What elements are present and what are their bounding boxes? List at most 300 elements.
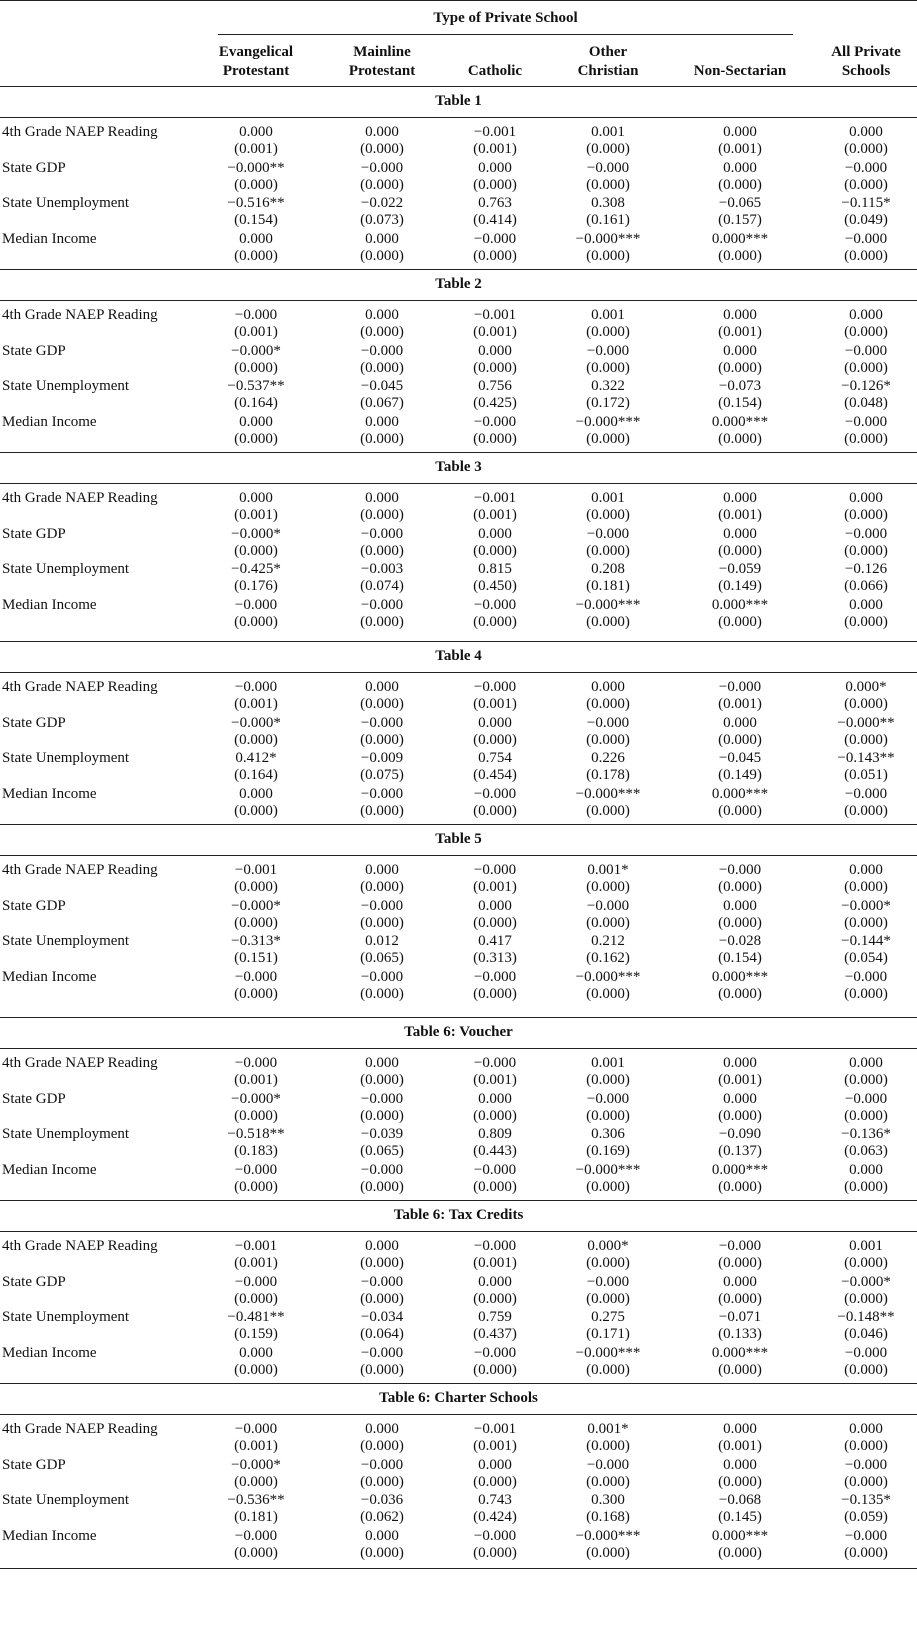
coefficient-cell: 0.000 [591,679,625,695]
section-title: Table 1 [435,93,482,109]
coefficient-cell: 0.743 [478,1492,512,1508]
standard-error-cell: (0.000) [234,1473,278,1490]
standard-error-cell: (0.000) [586,731,630,748]
coefficient-cell: −0.071 [718,1309,762,1325]
standard-error-cell: (0.000) [586,324,630,340]
row-label: State Unemployment [2,195,130,211]
standard-error-cell: (0.000) [473,359,517,376]
row-label: State GDP [2,714,66,731]
standard-error-cell: (0.000) [844,1544,888,1561]
standard-error-cell: (0.000) [234,1361,278,1378]
section-title: Table 3 [435,459,482,475]
standard-error-cell: (0.000) [473,176,517,193]
coefficient-cell: −0.000* [231,342,281,359]
standard-error-cell: (0.001) [234,507,278,523]
coefficient-cell: −0.000 [586,1273,630,1290]
coefficient-cell: 0.000*** [711,1161,769,1178]
coefficient-cell: 0.000 [365,1421,399,1437]
coefficient-cell: −0.000 [844,1344,888,1361]
standard-error-cell: (0.000) [473,1178,517,1195]
coefficient-cell: 0.000 [849,1421,883,1437]
standard-error-cell: (0.000) [360,1290,404,1307]
standard-error-cell: (0.000) [234,879,278,895]
coefficient-cell: 0.001 [591,307,625,323]
standard-error-cell: (0.154) [718,950,762,966]
coefficient-cell: 0.000 [723,525,757,542]
standard-error-cell: (0.000) [360,324,404,340]
row-label: Median Income [2,1527,97,1544]
standard-error-cell: (0.000) [234,1178,278,1195]
coefficient-cell: 0.000 [849,1055,883,1071]
standard-error-cell: (0.000) [718,1255,762,1271]
coefficient-cell: −0.000 [473,1161,517,1178]
coefficient-cell: 0.000 [365,862,399,878]
standard-error-cell: (0.162) [586,950,630,966]
standard-error-cell: (0.000) [234,802,278,819]
standard-error-cell: (0.176) [234,578,278,594]
standard-error-cell: (0.059) [844,1509,888,1525]
coefficient-cell: 0.000 [365,413,399,430]
column-header: Christian [577,63,639,79]
coefficient-cell: 0.000 [365,124,399,140]
section-title: Table 6: Voucher [404,1024,513,1040]
coefficient-cell: 0.000 [365,490,399,506]
standard-error-cell: (0.443) [473,1143,517,1159]
standard-error-cell: (0.450) [473,578,517,594]
standard-error-cell: (0.000) [844,359,888,376]
row-label: Median Income [2,1161,97,1178]
coefficient-cell: −0.000 [360,1344,404,1361]
standard-error-cell: (0.000) [234,542,278,559]
standard-error-cell: (0.000) [473,542,517,559]
coefficient-cell: −0.000 [360,897,404,914]
coefficient-cell: −0.001 [473,124,517,140]
standard-error-cell: (0.000) [473,1473,517,1490]
row-label: Median Income [2,1344,97,1361]
standard-error-cell: (0.000) [844,613,888,630]
standard-error-cell: (0.073) [360,212,404,228]
standard-error-cell: (0.151) [234,950,278,966]
coefficient-cell: 0.000 [849,862,883,878]
standard-error-cell: (0.000) [360,507,404,523]
coefficient-cell: 0.001* [587,862,629,878]
standard-error-cell: (0.001) [473,696,517,712]
standard-error-cell: (0.000) [844,507,888,523]
standard-error-cell: (0.000) [360,1544,404,1561]
row-label: State GDP [2,1273,66,1290]
standard-error-cell: (0.145) [718,1509,762,1525]
coefficient-cell: 0.001 [591,124,625,140]
standard-error-cell: (0.000) [473,731,517,748]
coefficient-cell: 0.322 [591,378,625,394]
coefficient-cell: −0.000 [234,1161,278,1178]
standard-error-cell: (0.000) [844,1255,888,1271]
standard-error-cell: (0.000) [473,1544,517,1561]
coefficient-cell: 0.759 [478,1309,512,1325]
standard-error-cell: (0.161) [586,212,630,228]
coefficient-cell: −0.000 [844,159,888,176]
row-label: Median Income [2,968,97,985]
coefficient-cell: 0.000 [723,159,757,176]
coefficient-cell: 0.000* [845,679,887,695]
standard-error-cell: (0.000) [718,731,762,748]
column-header: Protestant [222,63,290,79]
coefficient-cell: −0.000 [473,968,517,985]
standard-error-cell: (0.159) [234,1326,278,1342]
standard-error-cell: (0.000) [234,1544,278,1561]
standard-error-cell: (0.000) [360,141,404,157]
standard-error-cell: (0.046) [844,1326,888,1342]
standard-error-cell: (0.000) [718,1361,762,1378]
coefficient-cell: 0.000 [478,897,512,914]
standard-error-cell: (0.000) [844,914,888,931]
coefficient-cell: −0.000 [718,862,762,878]
standard-error-cell: (0.000) [360,1178,404,1195]
coefficient-cell: −0.425* [231,561,281,577]
standard-error-cell: (0.000) [360,1361,404,1378]
coefficient-cell: 0.000*** [711,968,769,985]
standard-error-cell: (0.065) [360,1143,404,1159]
coefficient-cell: −0.000 [586,897,630,914]
standard-error-cell: (0.137) [718,1143,762,1159]
row-label: State GDP [2,897,66,914]
coefficient-cell: −0.000 [360,342,404,359]
coefficient-cell: −0.000 [360,785,404,802]
standard-error-cell: (0.001) [473,1438,517,1454]
standard-error-cell: (0.000) [586,1473,630,1490]
coefficient-cell: −0.000* [231,525,281,542]
standard-error-cell: (0.000) [234,176,278,193]
coefficient-cell: −0.000 [586,1456,630,1473]
standard-error-cell: (0.000) [360,1473,404,1490]
standard-error-cell: (0.000) [473,613,517,630]
standard-error-cell: (0.000) [844,1473,888,1490]
coefficient-cell: 0.000 [365,307,399,323]
standard-error-cell: (0.064) [360,1326,404,1342]
coefficient-cell: 0.000 [723,1456,757,1473]
coefficient-cell: 0.000 [849,124,883,140]
standard-error-cell: (0.171) [586,1326,630,1342]
standard-error-cell: (0.000) [844,1438,888,1454]
column-header: Other [588,44,628,60]
standard-error-cell: (0.000) [586,613,630,630]
section-end-rule [0,824,917,825]
standard-error-cell: (0.000) [586,507,630,523]
coefficient-cell: −0.000** [227,159,285,176]
coefficient-cell: 0.000*** [711,596,769,613]
standard-error-cell: (0.001) [718,1438,762,1454]
coefficient-cell: 0.001 [591,490,625,506]
row-label: State Unemployment [2,933,130,949]
coefficient-cell: 0.000 [239,413,273,430]
row-label: State GDP [2,1090,66,1107]
coefficient-cell: 0.000 [478,342,512,359]
coefficient-cell: −0.518** [227,1126,285,1142]
coefficient-cell: −0.000 [360,159,404,176]
coefficient-cell: 0.208 [591,561,625,577]
standard-error-cell: (0.000) [473,914,517,931]
standard-error-cell: (0.149) [718,767,762,783]
coefficient-cell: −0.000*** [575,785,641,802]
standard-error-cell: (0.063) [844,1143,888,1159]
standard-error-cell: (0.000) [586,247,630,264]
standard-error-cell: (0.000) [360,696,404,712]
column-header: Protestant [348,63,416,79]
standard-error-cell: (0.157) [718,212,762,228]
standard-error-cell: (0.000) [844,176,888,193]
standard-error-cell: (0.000) [586,1290,630,1307]
coefficient-cell: 0.012 [365,933,399,949]
coefficient-cell: 0.417 [478,933,512,949]
coefficient-cell: 0.000* [587,1238,629,1254]
standard-error-cell: (0.001) [473,507,517,523]
standard-error-cell: (0.000) [473,1361,517,1378]
coefficient-cell: 0.000 [849,490,883,506]
section-title-rule [0,117,917,118]
coefficient-cell: 0.000 [239,785,273,802]
coefficient-cell: 0.000*** [711,1344,769,1361]
standard-error-cell: (0.000) [844,1107,888,1124]
header-rule [0,86,917,87]
coefficient-cell: 0.212 [591,933,625,949]
section-title-rule [0,300,917,301]
standard-error-cell: (0.000) [718,247,762,264]
coefficient-cell: 0.000 [239,490,273,506]
standard-error-cell: (0.000) [360,1107,404,1124]
standard-error-cell: (0.000) [844,324,888,340]
standard-error-cell: (0.000) [844,141,888,157]
standard-error-cell: (0.000) [718,542,762,559]
standard-error-cell: (0.000) [360,985,404,1002]
coefficient-cell: 0.756 [478,378,512,394]
column-header: Non-Sectarian [693,63,787,79]
standard-error-cell: (0.168) [586,1509,630,1525]
coefficient-cell: −0.000*** [575,968,641,985]
standard-error-cell: (0.000) [718,914,762,931]
coefficient-cell: 0.000*** [711,1527,769,1544]
column-header: Schools [841,63,891,79]
coefficient-cell: −0.000 [844,968,888,985]
row-label: Median Income [2,596,97,613]
coefficient-cell: 0.000 [723,1055,757,1071]
coefficient-cell: 0.308 [591,195,625,211]
coefficient-cell: 0.763 [478,195,512,211]
coefficient-cell: −0.000* [231,897,281,914]
row-label: State GDP [2,1456,66,1473]
coefficient-cell: −0.000 [360,714,404,731]
standard-error-cell: (0.001) [473,879,517,895]
coefficient-cell: −0.001 [473,1421,517,1437]
coefficient-cell: −0.009 [360,750,404,766]
standard-error-cell: (0.001) [718,141,762,157]
standard-error-cell: (0.062) [360,1509,404,1525]
section-title: Table 2 [435,276,482,292]
coefficient-cell: 0.000 [365,679,399,695]
coefficient-cell: 0.000 [849,596,883,613]
coefficient-cell: −0.000 [586,1090,630,1107]
coefficient-cell: 0.000 [239,1344,273,1361]
coefficient-cell: −0.000 [234,1421,278,1437]
coefficient-cell: −0.059 [718,561,762,577]
standard-error-cell: (0.000) [718,613,762,630]
column-group-rule [218,34,793,35]
standard-error-cell: (0.000) [586,1107,630,1124]
coefficient-cell: −0.045 [360,378,404,394]
coefficient-cell: 0.001 [849,1238,883,1254]
coefficient-cell: −0.000 [586,342,630,359]
coefficient-cell: −0.144* [841,933,891,949]
standard-error-cell: (0.000) [234,359,278,376]
coefficient-cell: 0.754 [478,750,512,766]
standard-error-cell: (0.000) [844,696,888,712]
coefficient-cell: 0.000 [365,1527,399,1544]
coefficient-cell: −0.000 [844,342,888,359]
coefficient-cell: −0.022 [360,195,404,211]
standard-error-cell: (0.164) [234,767,278,783]
coefficient-cell: −0.000 [360,1161,404,1178]
standard-error-cell: (0.054) [844,950,888,966]
coefficient-cell: −0.034 [360,1309,404,1325]
standard-error-cell: (0.000) [473,985,517,1002]
standard-error-cell: (0.000) [718,1290,762,1307]
coefficient-cell: −0.000*** [575,1344,641,1361]
standard-error-cell: (0.000) [718,1544,762,1561]
section-end-rule [0,269,917,270]
coefficient-cell: −0.000 [473,1055,517,1071]
standard-error-cell: (0.000) [844,430,888,447]
standard-error-cell: (0.000) [586,1255,630,1271]
standard-error-cell: (0.000) [473,247,517,264]
column-header: Mainline [353,44,411,60]
row-label: 4th Grade NAEP Reading [2,1055,158,1071]
standard-error-cell: (0.001) [718,1072,762,1088]
standard-error-cell: (0.000) [718,176,762,193]
standard-error-cell: (0.000) [360,1072,404,1088]
standard-error-cell: (0.049) [844,212,888,228]
coefficient-cell: −0.000 [234,679,278,695]
coefficient-cell: 0.000 [478,159,512,176]
row-label: State Unemployment [2,378,130,394]
standard-error-cell: (0.000) [473,1290,517,1307]
coefficient-cell: −0.000 [844,1090,888,1107]
coefficient-cell: 0.000 [723,714,757,731]
row-label: State Unemployment [2,1492,130,1508]
coefficient-cell: 0.000 [239,124,273,140]
standard-error-cell: (0.000) [718,1178,762,1195]
coefficient-cell: −0.000 [844,230,888,247]
coefficient-cell: −0.000 [360,1456,404,1473]
coefficient-cell: 0.000 [365,230,399,247]
standard-error-cell: (0.000) [234,247,278,264]
standard-error-cell: (0.000) [586,141,630,157]
coefficient-cell: 0.000 [365,1238,399,1254]
row-label: 4th Grade NAEP Reading [2,1238,158,1254]
coefficient-cell: 0.000*** [711,230,769,247]
standard-error-cell: (0.000) [844,879,888,895]
coefficient-cell: −0.000 [234,596,278,613]
standard-error-cell: (0.183) [234,1143,278,1159]
section-title-rule [0,672,917,673]
standard-error-cell: (0.154) [718,395,762,411]
standard-error-cell: (0.000) [586,914,630,931]
coefficient-cell: −0.000 [360,968,404,985]
section-end-rule [0,1383,917,1384]
column-header: Catholic [467,63,523,79]
standard-error-cell: (0.000) [844,1072,888,1088]
row-label: State Unemployment [2,750,130,766]
standard-error-cell: (0.000) [360,430,404,447]
standard-error-cell: (0.000) [586,1361,630,1378]
row-label: State GDP [2,159,66,176]
standard-error-cell: (0.067) [360,395,404,411]
standard-error-cell: (0.000) [234,1290,278,1307]
standard-error-cell: (0.000) [586,1438,630,1454]
coefficient-cell: 0.000*** [711,785,769,802]
coefficient-cell: −0.000 [360,1273,404,1290]
standard-error-cell: (0.000) [360,247,404,264]
section-title: Table 4 [435,648,482,664]
standard-error-cell: (0.065) [360,950,404,966]
standard-error-cell: (0.000) [844,1290,888,1307]
standard-error-cell: (0.000) [234,731,278,748]
coefficient-cell: −0.481** [227,1309,285,1325]
standard-error-cell: (0.000) [360,1438,404,1454]
coefficient-cell: −0.000 [234,1273,278,1290]
standard-error-cell: (0.000) [586,1178,630,1195]
coefficient-cell: −0.313* [231,933,281,949]
coefficient-cell: 0.000 [478,1273,512,1290]
top-rule [0,0,917,1]
standard-error-cell: (0.000) [718,802,762,819]
coefficient-cell: −0.000 [473,413,517,430]
coefficient-cell: 0.226 [591,750,625,766]
coefficient-cell: −0.126* [841,378,891,394]
coefficient-cell: −0.537** [227,378,285,394]
coefficient-cell: −0.000*** [575,1161,641,1178]
standard-error-cell: (0.000) [234,985,278,1002]
coefficient-cell: −0.000 [234,307,278,323]
coefficient-cell: −0.000 [473,1527,517,1544]
standard-error-cell: (0.178) [586,767,630,783]
coefficient-cell: −0.068 [718,1492,762,1508]
coefficient-cell: −0.000 [586,159,630,176]
coefficient-cell: 0.000 [478,1090,512,1107]
standard-error-cell: (0.000) [586,176,630,193]
standard-error-cell: (0.000) [360,176,404,193]
standard-error-cell: (0.133) [718,1326,762,1342]
coefficient-cell: −0.000* [231,1090,281,1107]
standard-error-cell: (0.000) [586,696,630,712]
coefficient-cell: −0.000 [473,1238,517,1254]
standard-error-cell: (0.001) [234,324,278,340]
standard-error-cell: (0.000) [844,985,888,1002]
row-label: 4th Grade NAEP Reading [2,307,158,323]
row-label: State GDP [2,525,66,542]
standard-error-cell: (0.000) [473,1107,517,1124]
coefficient-cell: −0.001 [234,1238,278,1254]
standard-error-cell: (0.000) [360,914,404,931]
coefficient-cell: 0.000 [239,230,273,247]
coefficient-cell: 0.809 [478,1126,512,1142]
coefficient-cell: −0.000 [586,714,630,731]
section-title: Table 5 [435,831,482,847]
coefficient-cell: −0.000 [473,1344,517,1361]
coefficient-cell: −0.039 [360,1126,404,1142]
standard-error-cell: (0.000) [718,1107,762,1124]
row-label: State Unemployment [2,1309,130,1325]
coefficient-cell: −0.045 [718,750,762,766]
column-header: All Private [831,44,901,60]
